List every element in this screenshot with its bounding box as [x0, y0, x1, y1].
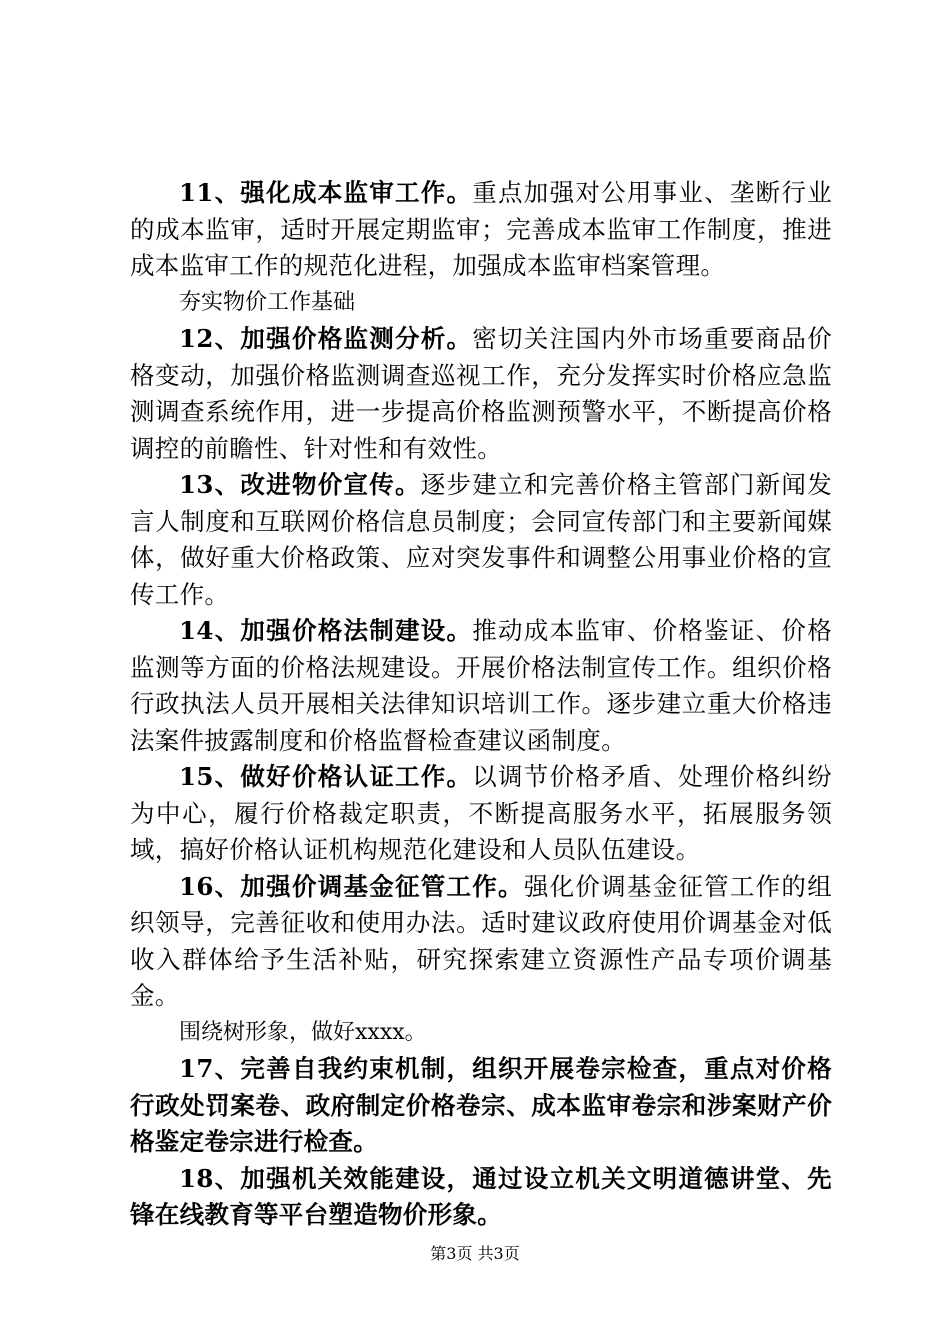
paragraph-13 — [130, 467, 832, 613]
paragraph-12 — [130, 321, 832, 467]
document-body — [130, 175, 832, 1234]
paragraph-15-lead: 15、做好价格认证工作。 — [179, 762, 473, 791]
paragraph-11-body: 重点加强对公用事业、垄断行业的成本监审，适时开展定期监审；完善成本监审工作制度，推进成本监审工作的规范化进程，加强成本监审档案管理。 — [130, 178, 832, 280]
paragraph-13-body: 逐步建立和完善价格主管部门新闻发言人制度和互联网价格信息员制度；会同宣传部门和主要新闻媒体，做好重大价格政策、应对突发事件和调整公用事业价格的宣传工作。 — [130, 470, 832, 609]
paragraph-16-body: 强化价调基金征管工作的组织领导，完善征收和使用办法。适时建议政府使用价调基金对低收入群体给予生活补贴，研究探索建立资源性产品专项价调基金。 — [130, 871, 832, 1010]
paragraph-14-body: 推动成本监审、价格鉴证、价格监测等方面的价格法规建设。开展价格法制宣传工作。组织价格行政执法人员开展相关法律知识培训工作。逐步建立重大价格违法案件披露制度和价格监督检查建议函制度。 — [130, 616, 832, 755]
paragraph-12-lead: 12、加强价格监测分析。 — [179, 324, 473, 353]
section-heading-foundation: 夯实物价工作基础 — [179, 289, 356, 315]
paragraph-18: 18、加强机关效能建设，通过设立机关文明道德讲堂、先锋在线教育等平台塑造物价形象。 — [130, 1163, 832, 1229]
paragraph-16-lead: 16、加强价调基金征管工作。 — [179, 871, 524, 901]
paragraph-15 — [130, 759, 832, 869]
paragraph-14 — [130, 613, 832, 759]
paragraph-15-body: 以调节价格矛盾、处理价格纠纷为中心，履行价格裁定职责，不断提高服务水平，拓展服务领域，搞好价格认证机构规范化建设和人员队伍建设。 — [130, 762, 832, 864]
paragraph-14-lead: 14、加强价格法制建设。 — [179, 616, 473, 645]
paragraph-11-lead: 11、强化成本监审工作。 — [179, 178, 473, 207]
paragraph-12-body: 密切关注国内外市场重要商品价格变动，加强价格监测调查巡视工作，充分发挥实时价格应急监测调查系统作用，进一步提高价格监测预警水平，不断提高价格调控的前瞻性、针对性和有效性。 — [130, 324, 832, 463]
paragraph-11 — [130, 175, 832, 285]
section-heading-image: 围绕树形象，做好xxxx。 — [179, 1019, 427, 1045]
page-footer: 第3页 共3页 — [430, 1244, 520, 1263]
paragraph-16 — [130, 869, 832, 1015]
paragraph-17: 17、完善自我约束机制，组织开展卷宗检查，重点对价格行政处罚案卷、政府制定价格卷宗、成本监审卷宗和涉案财产价格鉴定卷宗进行检查。 — [130, 1054, 832, 1156]
paragraph-13-lead: 13、改进物价宣传。 — [179, 470, 421, 499]
